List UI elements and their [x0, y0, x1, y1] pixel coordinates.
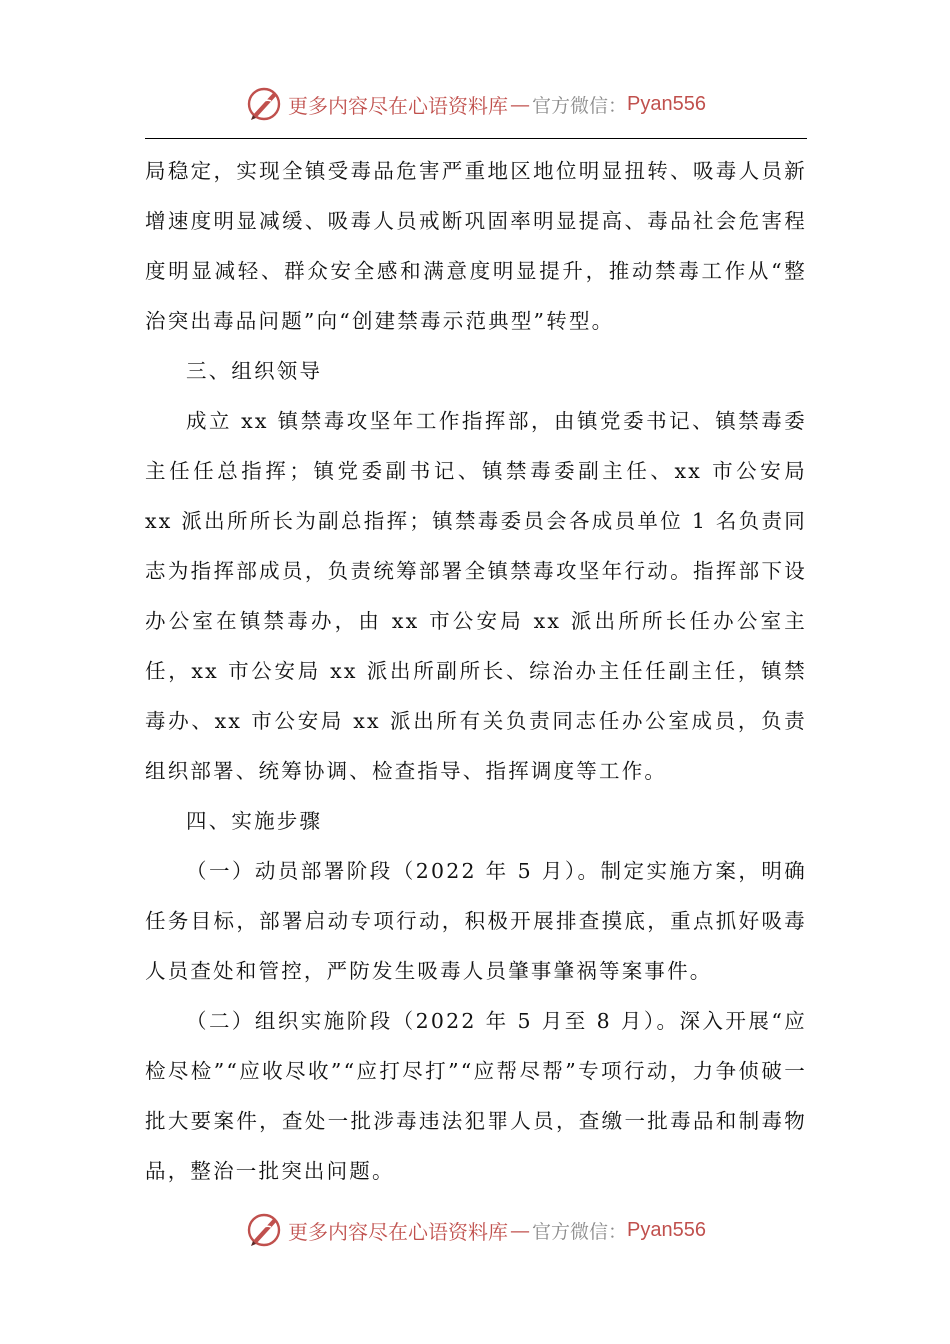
paragraph-step-one: （一）动员部署阶段（2022 年 5 月）。制定实施方案，明确任务目标，部署启动专项行动，积极开展排查摸底，重点抓好吸毒人员查处和管控，严防发生吸毒人员肇事肇祸等案事件。	[145, 859, 807, 983]
header-watermark	[0, 82, 950, 126]
header-divider	[145, 138, 807, 139]
paragraph-continuation: 局稳定，实现全镇受毒品危害严重地区地位明显扭转、吸毒人员新增速度明显减缓、吸毒人员戒断巩固率明显提高、毒品社会危害程度明显减轻、群众安全感和满意度明显提升，推动禁毒工作从“整治突出毒品问题”向“创建禁毒示范典型”转型。	[145, 159, 807, 333]
header-main-text: 更多内容尽在心语资料库	[288, 93, 508, 118]
paragraph-organization: 成立 xx 镇禁毒攻坚年工作指挥部，由镇党委书记、镇禁毒委主任任总指挥；镇党委副书记、镇禁毒委副主任、xx 市公安局 xx 派出所所长为副总指挥；镇禁毒委员会各成员单位 1 名负责同志为指挥部成员，负责统筹部署全镇禁毒攻坚年行动。指挥部下设办公室在镇禁毒办，由 xx 市公安局 xx 派出所所长任办公室主任，xx 市公安局 xx 派出所副所长、综治办主任任副主任，镇禁毒办、xx 市公安局 xx 派出所有关负责同志任办公室成员，负责组织部署、统筹协调、检查指导、指挥调度等工作。	[145, 409, 807, 783]
footer-wechat-id: Pyan556	[627, 1218, 706, 1241]
header-wechat-id: Pyan556	[627, 92, 706, 115]
section-heading-organization: 三、组织领导	[186, 359, 323, 383]
header-wechat-label: 官方微信：	[532, 94, 628, 117]
paragraph-step-two: （二）组织实施阶段（2022 年 5 月至 8 月）。深入开展“应检尽检”“应收尽收”“应打尽打”“应帮尽帮”专项行动，力争侦破一批大要案件，查处一批涉毒违法犯罪人员，查缴一批毒品和制毒物品，整治一批突出问题。	[145, 1009, 807, 1183]
pen-logo-icon	[244, 84, 284, 124]
footer-watermark	[0, 1208, 950, 1252]
document-body	[145, 146, 807, 1196]
header-dash: —	[510, 92, 530, 116]
pen-logo-icon	[244, 1210, 284, 1250]
footer-dash: —	[510, 1218, 530, 1242]
footer-wechat-label: 官方微信：	[532, 1220, 628, 1243]
footer-main-text: 更多内容尽在心语资料库	[288, 1219, 508, 1244]
section-heading-steps: 四、实施步骤	[186, 809, 323, 833]
